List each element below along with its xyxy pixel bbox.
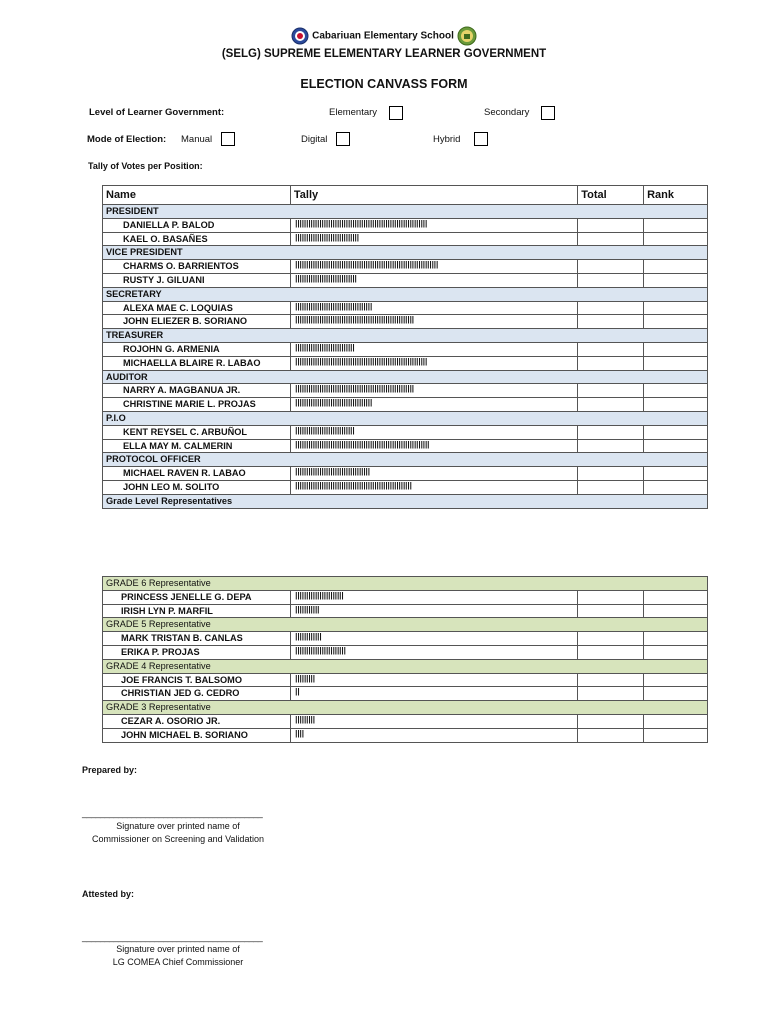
officers-table xyxy=(102,185,708,509)
position-title: Grade Level Representatives xyxy=(103,494,708,508)
form-title: ELECTION CANVASS FORM xyxy=(300,77,468,91)
tally-label: Tally of Votes per Position: xyxy=(88,161,203,171)
grade-header xyxy=(103,701,708,715)
total-cell[interactable] xyxy=(578,590,644,604)
secondary-label: Secondary xyxy=(484,107,530,118)
candidate-tally: ||||||||||||||||||||||||||| xyxy=(290,425,577,439)
candidate-row xyxy=(103,342,708,356)
candidate-tally: |||||||||||||||||||||||||||| xyxy=(290,273,577,287)
rank-cell[interactable] xyxy=(644,604,708,618)
position-title: GRADE 6 Representative xyxy=(103,577,708,591)
candidate-tally: ||||||||||||||||||||||||||| xyxy=(290,342,577,356)
rank-cell[interactable] xyxy=(644,232,708,246)
header-name: Name xyxy=(103,186,291,205)
candidate-name: RUSTY J. GILUANI xyxy=(103,273,291,287)
rank-cell[interactable] xyxy=(644,480,708,494)
candidate-name: JOHN LEO M. SOLITO xyxy=(103,480,291,494)
candidate-row xyxy=(103,425,708,439)
position-title: GRADE 5 Representative xyxy=(103,618,708,632)
hybrid-checkbox[interactable] xyxy=(474,132,488,146)
rank-cell[interactable] xyxy=(644,260,708,274)
rank-cell[interactable] xyxy=(644,425,708,439)
rank-cell[interactable] xyxy=(644,439,708,453)
school-header xyxy=(0,26,768,46)
total-cell[interactable] xyxy=(578,260,644,274)
candidate-tally: ||||||||||||||||||||||||||||||||||||||||||||||||||||||||||||||||| xyxy=(290,260,577,274)
grade-header xyxy=(103,618,708,632)
candidate-name: CHRISTINE MARIE L. PROJAS xyxy=(103,398,291,412)
total-cell[interactable] xyxy=(578,218,644,232)
digital-checkbox[interactable] xyxy=(336,132,350,146)
candidate-tally: |||||||||||||||||||||||||||||||||||||||||||||||||||||| xyxy=(290,315,577,329)
prepared-signature-line: ________________________________________ xyxy=(82,808,263,818)
level-label: Level of Learner Government: xyxy=(89,107,225,118)
candidate-name: JOE FRANCIS T. BALSOMO xyxy=(103,673,291,687)
rank-cell[interactable] xyxy=(644,356,708,370)
candidate-row xyxy=(103,384,708,398)
hybrid-label: Hybrid xyxy=(433,134,461,145)
total-cell[interactable] xyxy=(578,232,644,246)
candidate-row xyxy=(103,439,708,453)
total-cell[interactable] xyxy=(578,645,644,659)
prepared-by-label: Prepared by: xyxy=(82,765,138,775)
candidate-tally: ||||||||||||||||||||||||||||||||||| xyxy=(290,398,577,412)
candidate-tally: |||||||||||||||||||||| xyxy=(290,590,577,604)
candidate-row xyxy=(103,273,708,287)
candidate-row xyxy=(103,301,708,315)
rank-cell[interactable] xyxy=(644,714,708,728)
position-title: SECRETARY xyxy=(103,287,708,301)
candidate-name: ROJOHN G. ARMENIA xyxy=(103,342,291,356)
school-name: Cabariuan Elementary School xyxy=(312,30,454,42)
total-cell[interactable] xyxy=(578,687,644,701)
attested-by-label: Attested by: xyxy=(82,889,135,899)
candidate-name: CHARMS O. BARRIENTOS xyxy=(103,260,291,274)
attested-caption-2: LG COMEA Chief Commissioner xyxy=(112,957,244,967)
position-header xyxy=(103,370,708,384)
position-header xyxy=(103,287,708,301)
total-cell[interactable] xyxy=(578,604,644,618)
candidate-row xyxy=(103,728,708,742)
rank-cell[interactable] xyxy=(644,673,708,687)
rank-cell[interactable] xyxy=(644,301,708,315)
school-seal-icon xyxy=(457,26,477,46)
elementary-label: Elementary xyxy=(329,107,378,118)
candidate-tally: ||||||||||||||||||||||||||||||||||||||||||||||||||||||||||||| xyxy=(290,439,577,453)
total-cell[interactable] xyxy=(578,356,644,370)
position-title: P.I.O xyxy=(103,411,708,425)
candidate-name: MARK TRISTAN B. CANLAS xyxy=(103,632,291,646)
rank-cell[interactable] xyxy=(644,728,708,742)
grade-representatives-table xyxy=(102,576,708,743)
candidate-tally: ||||||||||||||||||||||||||||||||||| xyxy=(290,301,577,315)
position-header xyxy=(103,453,708,467)
position-header xyxy=(103,411,708,425)
candidate-name: ALEXA MAE C. LOQUIAS xyxy=(103,301,291,315)
rank-cell[interactable] xyxy=(644,632,708,646)
total-cell[interactable] xyxy=(578,425,644,439)
manual-checkbox[interactable] xyxy=(221,132,235,146)
candidate-row xyxy=(103,714,708,728)
candidate-tally: || xyxy=(290,687,577,701)
candidate-tally: |||||||||||||||||||||||||||||||||| xyxy=(290,467,577,481)
position-title: TREASURER xyxy=(103,329,708,343)
candidate-name: IRISH LYN P. MARFIL xyxy=(103,604,291,618)
candidate-row xyxy=(103,315,708,329)
candidate-name: CHRISTIAN JED G. CEDRO xyxy=(103,687,291,701)
candidate-row xyxy=(103,467,708,481)
candidate-name: MICHAEL RAVEN R. LABAO xyxy=(103,467,291,481)
candidate-row xyxy=(103,590,708,604)
candidate-row xyxy=(103,687,708,701)
candidate-name: CEZAR A. OSORIO JR. xyxy=(103,714,291,728)
total-cell[interactable] xyxy=(578,315,644,329)
candidate-tally: ||||||||||||||||||||||||||||||||||||||||||||||||||||| xyxy=(290,480,577,494)
candidate-tally: |||||||||||||||||||||||||||||||||||||||||||||||||||||||||||| xyxy=(290,356,577,370)
candidate-row xyxy=(103,232,708,246)
candidate-row xyxy=(103,480,708,494)
total-cell[interactable] xyxy=(578,467,644,481)
total-cell[interactable] xyxy=(578,398,644,412)
rank-cell[interactable] xyxy=(644,273,708,287)
header-rank: Rank xyxy=(644,186,708,205)
candidate-tally: |||||||||||| xyxy=(290,632,577,646)
manual-label: Manual xyxy=(181,134,213,145)
rank-cell[interactable] xyxy=(644,384,708,398)
position-header xyxy=(103,329,708,343)
rank-cell[interactable] xyxy=(644,218,708,232)
secondary-checkbox[interactable] xyxy=(541,106,555,120)
candidate-tally: ||||||||||||||||||||||| xyxy=(290,645,577,659)
candidate-tally: ||||||||| xyxy=(290,673,577,687)
candidate-row xyxy=(103,398,708,412)
grade-header xyxy=(103,577,708,591)
rank-cell[interactable] xyxy=(644,645,708,659)
total-cell[interactable] xyxy=(578,714,644,728)
total-cell[interactable] xyxy=(578,728,644,742)
rank-cell[interactable] xyxy=(644,315,708,329)
candidate-tally: |||||||||||||||||||||||||||||||||||||||||||||||||||||||||||| xyxy=(290,218,577,232)
total-cell[interactable] xyxy=(578,342,644,356)
header-total: Total xyxy=(578,186,644,205)
total-cell[interactable] xyxy=(578,632,644,646)
candidate-row xyxy=(103,632,708,646)
candidate-tally: ||||||||||||||||||||||||||||| xyxy=(290,232,577,246)
position-title: GRADE 3 Representative xyxy=(103,701,708,715)
candidate-name: NARRY A. MAGBANUA JR. xyxy=(103,384,291,398)
total-cell[interactable] xyxy=(578,439,644,453)
rank-cell[interactable] xyxy=(644,342,708,356)
candidate-name: MICHAELLA BLAIRE R. LABAO xyxy=(103,356,291,370)
candidate-tally: |||||||||||||||||||||||||||||||||||||||||||||||||||||| xyxy=(290,384,577,398)
attested-signature-line: ________________________________________ xyxy=(82,932,263,942)
candidate-row xyxy=(103,673,708,687)
candidate-name: JOHN ELIEZER B. SORIANO xyxy=(103,315,291,329)
deped-seal-icon xyxy=(291,27,309,45)
candidate-row xyxy=(103,356,708,370)
attested-caption-1: Signature over printed name of xyxy=(116,944,240,954)
position-title: AUDITOR xyxy=(103,370,708,384)
candidate-name: KAEL O. BASAÑES xyxy=(103,232,291,246)
position-title: VICE PRESIDENT xyxy=(103,246,708,260)
candidate-name: ELLA MAY M. CALMERIN xyxy=(103,439,291,453)
elementary-checkbox[interactable] xyxy=(389,106,403,120)
government-title: (SELG) SUPREME ELEMENTARY LEARNER GOVERNMENT xyxy=(221,48,547,60)
position-title: PRESIDENT xyxy=(103,205,708,219)
position-title: PROTOCOL OFFICER xyxy=(103,453,708,467)
candidate-name: PRINCESS JENELLE G. DEPA xyxy=(103,590,291,604)
position-title: GRADE 4 Representative xyxy=(103,659,708,673)
rank-cell[interactable] xyxy=(644,398,708,412)
candidate-name: JOHN MICHAEL B. SORIANO xyxy=(103,728,291,742)
position-header xyxy=(103,205,708,219)
header-tally: Tally xyxy=(290,186,577,205)
candidate-tally: ||||||||| xyxy=(290,714,577,728)
total-cell[interactable] xyxy=(578,384,644,398)
candidate-tally: |||| xyxy=(290,728,577,742)
candidate-row xyxy=(103,604,708,618)
position-header xyxy=(103,246,708,260)
prepared-caption-1: Signature over printed name of xyxy=(116,821,240,831)
rank-cell[interactable] xyxy=(644,687,708,701)
candidate-name: ERIKA P. PROJAS xyxy=(103,645,291,659)
candidate-tally: ||||||||||| xyxy=(290,604,577,618)
total-cell[interactable] xyxy=(578,301,644,315)
grade-header xyxy=(103,659,708,673)
total-cell[interactable] xyxy=(578,480,644,494)
candidate-name: KENT REYSEL C. ARBUÑOL xyxy=(103,425,291,439)
rank-cell[interactable] xyxy=(644,467,708,481)
candidate-row xyxy=(103,218,708,232)
digital-label: Digital xyxy=(301,134,328,145)
rank-cell[interactable] xyxy=(644,590,708,604)
mode-label: Mode of Election: xyxy=(87,134,167,145)
candidate-row xyxy=(103,645,708,659)
grade-level-header xyxy=(103,494,708,508)
candidate-row xyxy=(103,260,708,274)
prepared-caption-2: Commissioner on Screening and Validation xyxy=(92,834,264,844)
total-cell[interactable] xyxy=(578,673,644,687)
candidate-name: DANIELLA P. BALOD xyxy=(103,218,291,232)
total-cell[interactable] xyxy=(578,273,644,287)
